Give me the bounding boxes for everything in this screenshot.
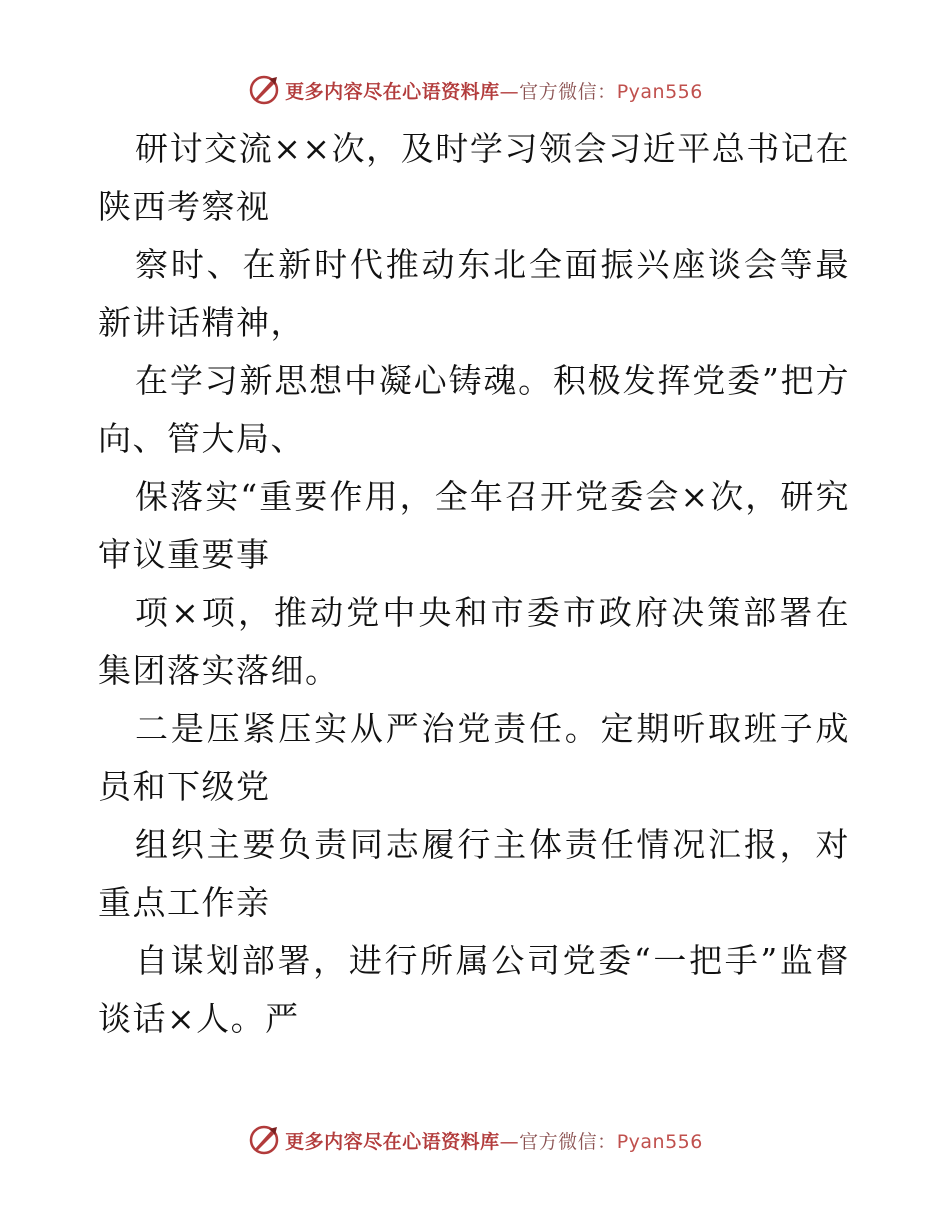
paragraph-1: 研讨交流××次，及时学习领会习近平总书记在陕西考察视 <box>98 129 850 226</box>
watermark-text <box>285 1127 703 1154</box>
watermark-label: 官方微信： <box>519 1130 617 1153</box>
document-body <box>98 120 850 1048</box>
paragraph-5: 项×项，推动党中央和市委市政府决策部署在集团落实落细。 <box>98 593 850 690</box>
watermark-separator: — <box>499 80 520 103</box>
watermark-main-text: 更多内容尽在心语资料库 <box>285 80 500 103</box>
header-watermark <box>0 70 950 110</box>
paragraph-6: 二是压紧压实从严治党责任。定期听取班子成员和下级党 <box>98 709 850 806</box>
quill-pen-circle-icon <box>247 73 281 107</box>
quill-pen-circle-icon <box>247 1123 281 1157</box>
watermark-account: Pyan556 <box>616 1130 703 1153</box>
watermark-separator: — <box>499 1130 520 1153</box>
watermark-main-text: 更多内容尽在心语资料库 <box>285 1130 500 1153</box>
paragraph-2: 察时、在新时代推动东北全面振兴座谈会等最新讲话精神， <box>98 245 850 342</box>
footer-watermark <box>0 1120 950 1160</box>
paragraph-8: 自谋划部署，进行所属公司党委“一把手”监督谈话×人。严 <box>98 941 850 1038</box>
paragraph-7: 组织主要负责同志履行主体责任情况汇报，对重点工作亲 <box>98 825 850 922</box>
watermark-account: Pyan556 <box>616 80 703 103</box>
watermark-text <box>285 77 703 104</box>
watermark-label: 官方微信： <box>519 80 617 103</box>
paragraph-4: 保落实“重要作用，全年召开党委会×次，研究审议重要事 <box>98 477 850 574</box>
paragraph-3: 在学习新思想中凝心铸魂。积极发挥党委”把方向、管大局、 <box>98 361 850 458</box>
